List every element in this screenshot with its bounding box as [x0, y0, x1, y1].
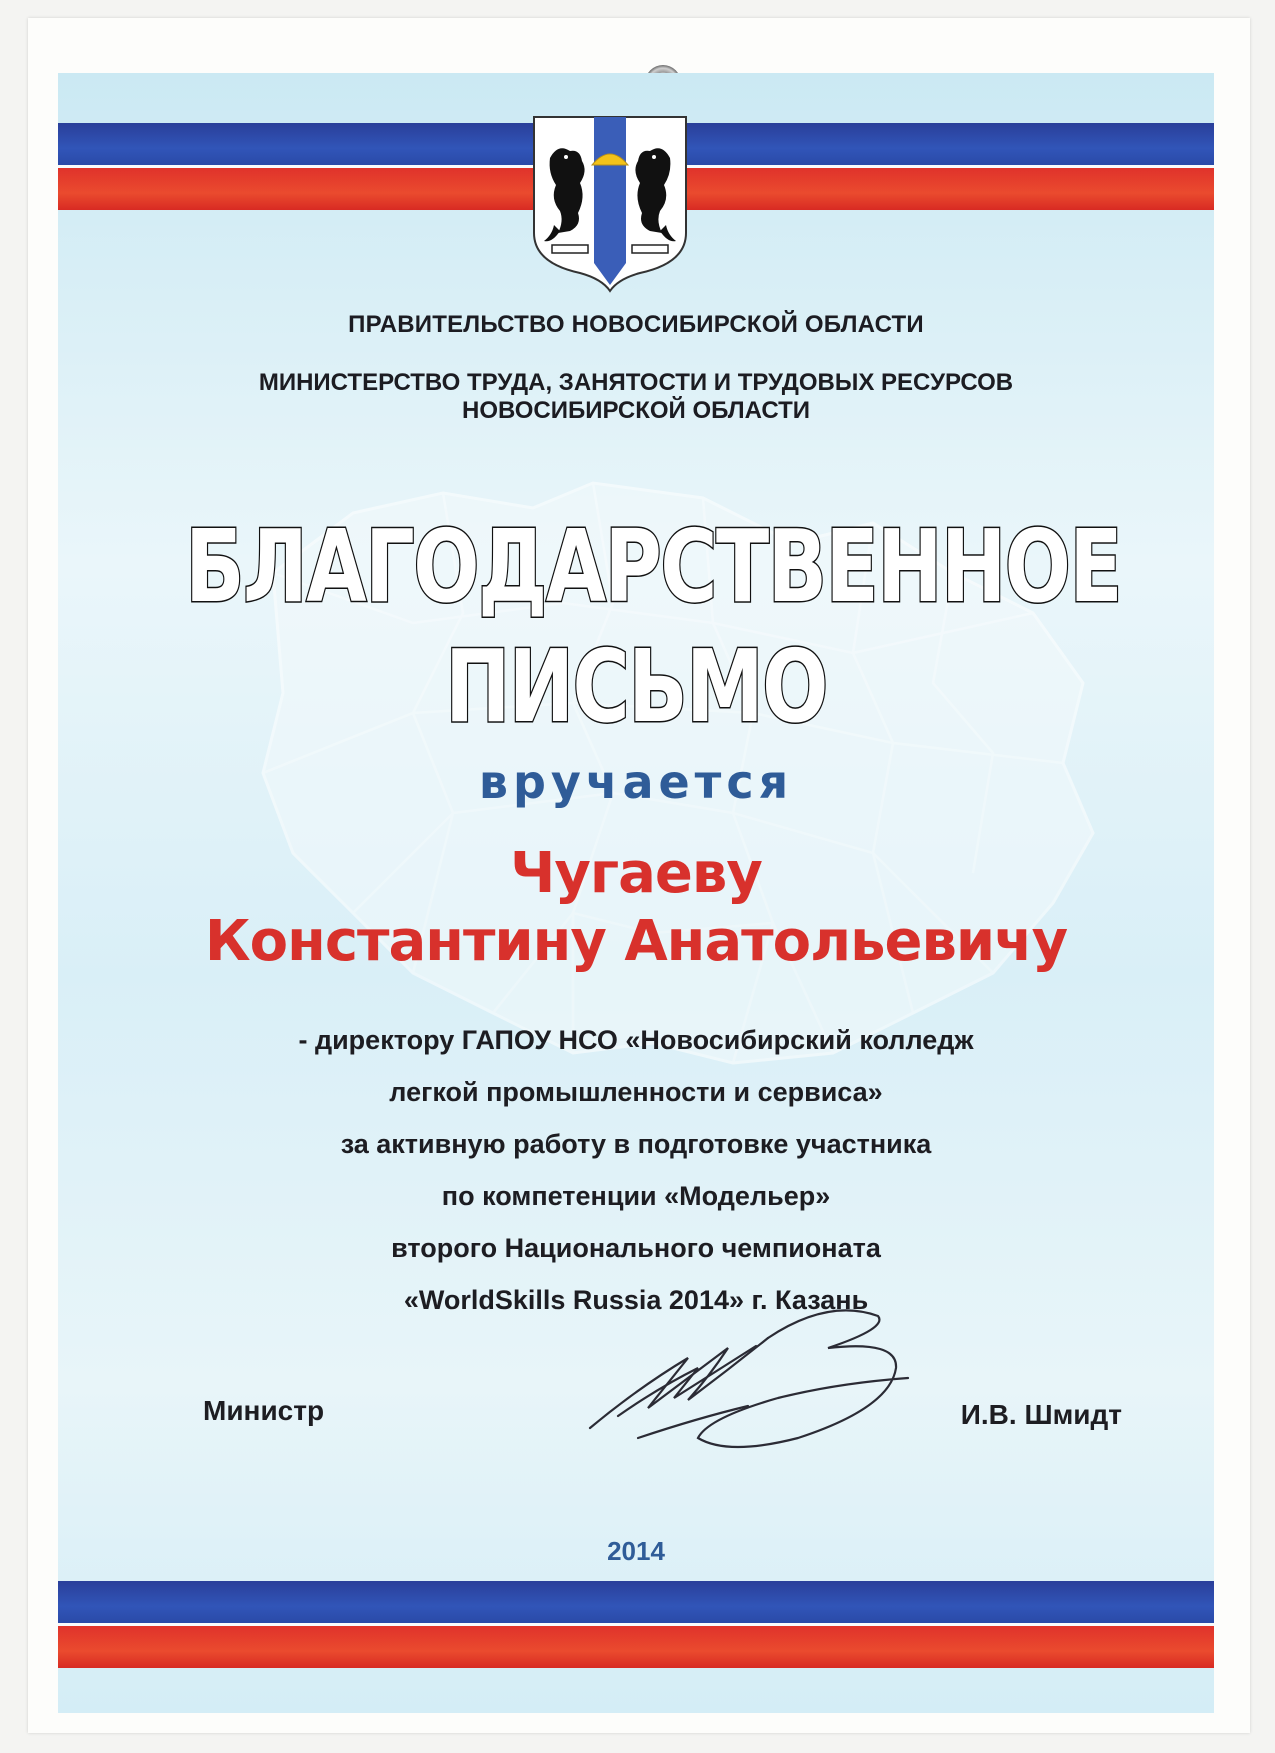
recipient-given-names: Константину Анатольевичу — [204, 909, 1068, 974]
body-line: легкой промышленности и сервиса» — [389, 1077, 883, 1107]
bottom-stripe-red — [58, 1626, 1214, 1668]
body-line: второго Национального чемпионата — [391, 1233, 881, 1263]
issue-year: 2014 — [607, 1536, 665, 1566]
recipient-surname: Чугаеву — [510, 841, 762, 906]
ministry-heading-line2: НОВОСИБИРСКОЙ ОБЛАСТИ — [462, 397, 810, 424]
certificate-panel — [58, 73, 1214, 1713]
government-heading: ПРАВИТЕЛЬСТВО НОВОСИБИРСКОЙ ОБЛАСТИ — [348, 311, 924, 338]
body-line: по компетенции «Модельер» — [441, 1181, 831, 1211]
novosibirsk-coat-of-arms-icon — [530, 113, 690, 293]
signatory-title: Министр — [203, 1395, 325, 1426]
body-line: за активную работу в подготовке участника — [340, 1129, 932, 1159]
bottom-stripe-blue — [58, 1581, 1214, 1623]
awarded-text: вручается — [478, 755, 794, 809]
handwritten-signature — [578, 1288, 918, 1458]
body-line: - директору ГАПОУ НСО «Новосибирский колледж — [298, 1025, 974, 1055]
certificate-page — [28, 18, 1250, 1733]
ministry-heading-line1: МИНИСТЕРСТВО ТРУДА, ЗАНЯТОСТИ И ТРУДОВЫХ РЕСУРСОВ — [258, 369, 1014, 396]
body-line: «WorldSkills Russia 2014» г. Казань — [403, 1285, 869, 1315]
signatory-name: И.В. Шмидт — [960, 1399, 1122, 1430]
certificate-title-line1: БЛАГОДАРСТВЕННОЕ — [185, 508, 1122, 625]
certificate-title-line2: ПИСЬМО — [445, 628, 827, 745]
